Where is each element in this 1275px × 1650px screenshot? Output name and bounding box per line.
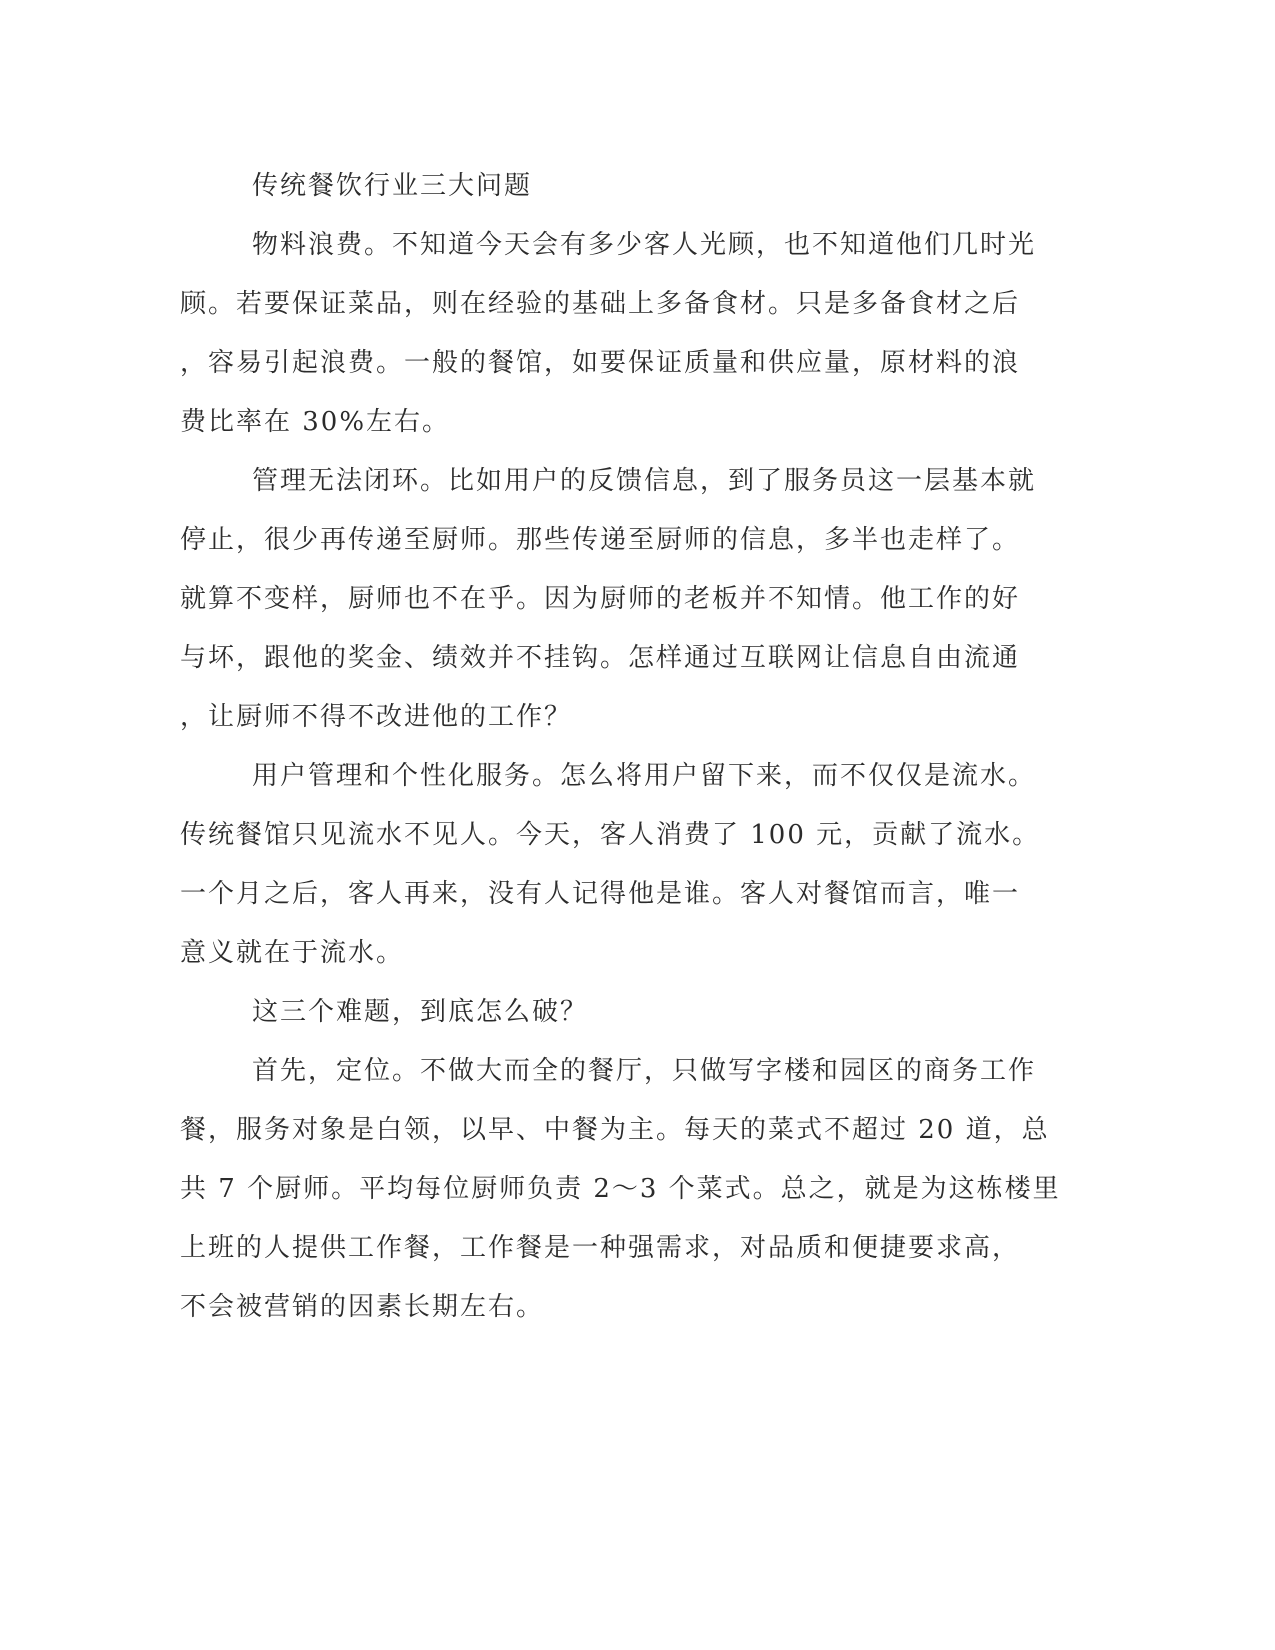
text-line: 顾。若要保证菜品，则在经验的基础上多备食材。只是多备食材之后 <box>180 289 1021 319</box>
document-body <box>180 157 1061 1337</box>
document-title: 传统餐饮行业三大问题 <box>252 171 533 201</box>
text-line: 首先，定位。不做大而全的餐厅，只做写字楼和园区的商务工作 <box>252 1056 1037 1086</box>
text-line: ，容易引起浪费。一般的餐馆，如要保证质量和供应量，原材料的浪 <box>180 348 1021 378</box>
text-line: 管理无法闭环。比如用户的反馈信息，到了服务员这一层基本就 <box>252 466 1037 496</box>
text-line: 不会被营销的因素长期左右。 <box>180 1292 545 1322</box>
text-line: 这三个难题，到底怎么破？ <box>252 997 589 1027</box>
text-line: 用户管理和个性化服务。怎么将用户留下来，而不仅仅是流水。 <box>252 761 1037 791</box>
paragraph-positioning <box>180 1042 1061 1337</box>
text-line: 共 7 个厨师。平均每位厨师负责 2～3 个菜式。总之，就是为这栋楼里 <box>180 1174 1061 1204</box>
paragraph-user-management <box>180 747 1050 983</box>
paragraph-question <box>180 983 1050 1042</box>
text-line: 费比率在 30%左右。 <box>180 407 451 437</box>
text-line: 与坏，跟他的奖金、绩效并不挂钩。怎样通过互联网让信息自由流通 <box>180 643 1021 673</box>
text-line: 传统餐馆只见流水不见人。今天，客人消费了 100 元，贡献了流水。 <box>180 820 1041 850</box>
text-line: 意义就在于流水。 <box>180 938 405 968</box>
text-line: 一个月之后，客人再来，没有人记得他是谁。客人对餐馆而言，唯一 <box>180 879 1021 909</box>
text-line: 停止，很少再传递至厨师。那些传递至厨师的信息，多半也走样了。 <box>180 525 1021 555</box>
paragraph-management-loop <box>180 452 1050 747</box>
text-line: 就算不变样，厨师也不在乎。因为厨师的老板并不知情。他工作的好 <box>180 584 1021 614</box>
paragraph-material-waste <box>180 216 1050 452</box>
text-line: 物料浪费。不知道今天会有多少客人光顾，也不知道他们几时光 <box>252 230 1037 260</box>
text-line: 餐，服务对象是白领，以早、中餐为主。每天的菜式不超过 20 道，总 <box>180 1115 1050 1145</box>
text-line: 上班的人提供工作餐，工作餐是一种强需求，对品质和便捷要求高， <box>180 1233 1021 1263</box>
text-line: ，让厨师不得不改进他的工作？ <box>180 702 573 732</box>
